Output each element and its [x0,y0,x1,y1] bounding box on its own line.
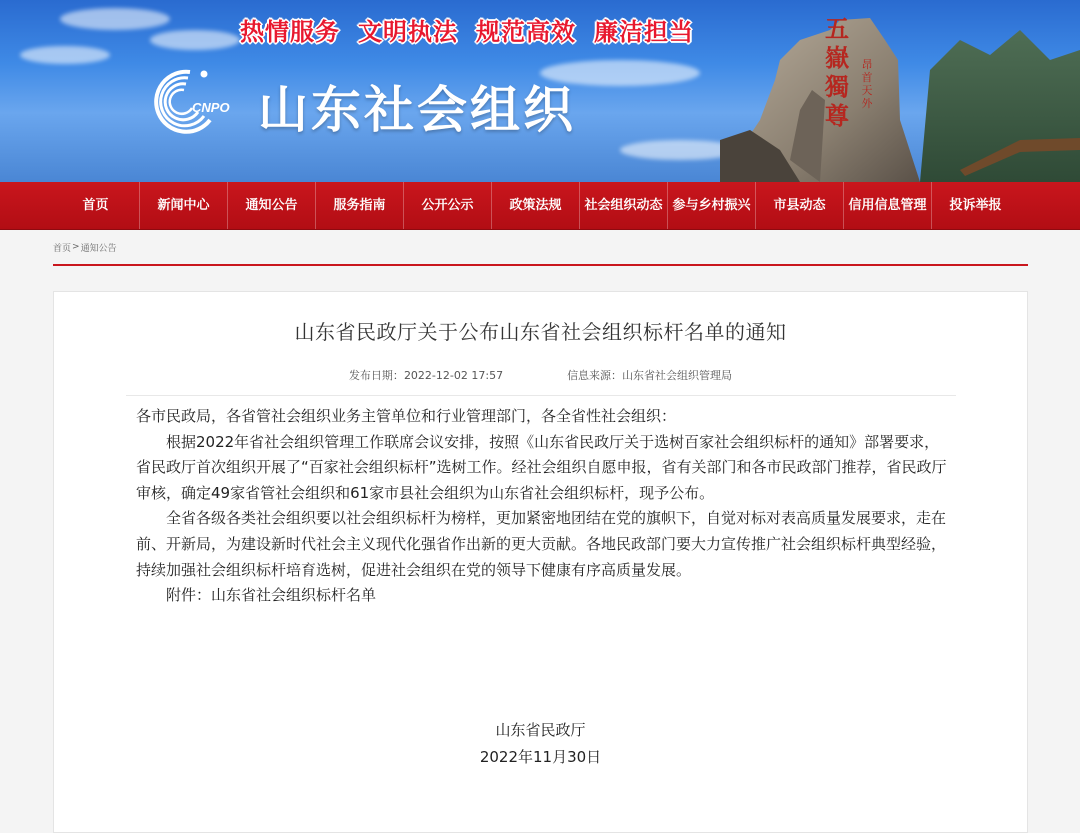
main-nav [0,182,1080,230]
mountain-rock-image [720,0,1080,182]
nav-item-service-guide[interactable]: 服务指南 [316,182,404,229]
cloud-decoration [20,46,110,64]
rock-inscription: 五嶽獨尊 [825,14,849,130]
publish-date-label: 发布日期： [348,369,404,382]
article-title: 山东省民政厅关于公布山东省社会组织标杆名单的通知 [294,320,787,344]
slogan-banner [240,12,712,47]
breadcrumb-separator: > [72,242,80,252]
rock-inscription-small: 昂首天外 [861,58,873,110]
slogan-text: 文明执法 [358,18,458,46]
nav-item-news[interactable]: 新闻中心 [140,182,228,229]
nav-item-rural-revival[interactable]: 参与乡村振兴 [668,182,756,229]
site-title[interactable]: 山东社会组织 [258,81,576,139]
cloud-decoration [150,30,240,50]
slogan-text: 热情服务 [240,18,340,46]
nav-item-org-news[interactable]: 社会组织动态 [580,182,668,229]
breadcrumb [53,230,1028,266]
nav-item-policy[interactable]: 政策法规 [492,182,580,229]
attachment-line[interactable]: 附件：山东省社会组织标杆名单 [166,586,377,605]
article-meta [54,367,1027,383]
mountain-rock-illustration [720,0,1080,182]
slogan-text: 廉洁担当 [594,18,694,46]
article-panel [53,291,1028,833]
nav-item-notices[interactable]: 通知公告 [228,182,316,229]
signature-date: 2022年11月30日 [479,748,602,766]
nav-item-public-disclosure[interactable]: 公开公示 [404,182,492,229]
nav-item-credit-info[interactable]: 信用信息管理 [844,182,932,229]
meta-divider [126,395,956,396]
source-label: 信息来源： [567,369,623,382]
breadcrumb-home-link[interactable]: 首页 [53,243,72,254]
publish-date: 2022-12-02 17:57 [403,369,504,382]
article-body [136,404,948,609]
salutation: 各市民政局，各省管社会组织业务主管单位和行业管理部门，各全省性社会组织： [136,407,677,425]
breadcrumb-current-link[interactable]: 通知公告 [80,243,117,254]
nav-item-complaints[interactable]: 投诉举报 [949,198,1002,213]
source-value: 山东省社会组织管理局 [622,369,733,382]
cloud-decoration [60,8,170,30]
header-banner [0,0,1080,182]
cnpo-logo-icon[interactable] [138,62,232,138]
signature-org: 山东省民政厅 [495,721,586,739]
body-paragraph: 全省各级各类社会组织要以社会组织标杆为榜样，更加紧密地团结在党的旗帜下，自觉对标对表高质量发展要求，走在前、开新局，为建设新时代社会主义现代化强省作出新的更大贡献。各地民政部门要大力宣传推广社会组织标杆典型经验，持续加强社会组织标杆培育选树，促进社会组织在党的领导下健康有序高质量发展。 [136,509,947,579]
body-paragraph: 根据2022年省社会组织管理工作联席会议安排，按照《山东省民政厅关于选树百家社会组织标杆的通知》部署要求，省民政厅首次组织开展了“百家社会组织标杆”选树工作。经社会组织自愿申报，省有关部门和各市民政部门推荐，省民政厅审核，确定49家省管社会组织和61家市县社会组织为山东省社会组织标杆，现予公布。 [136,432,947,502]
nav-item-city-news[interactable]: 市县动态 [756,182,844,229]
logo-text: CNPO [192,100,230,115]
nav-item-home[interactable]: 首页 [52,182,140,229]
slogan-text: 规范高效 [476,18,576,46]
